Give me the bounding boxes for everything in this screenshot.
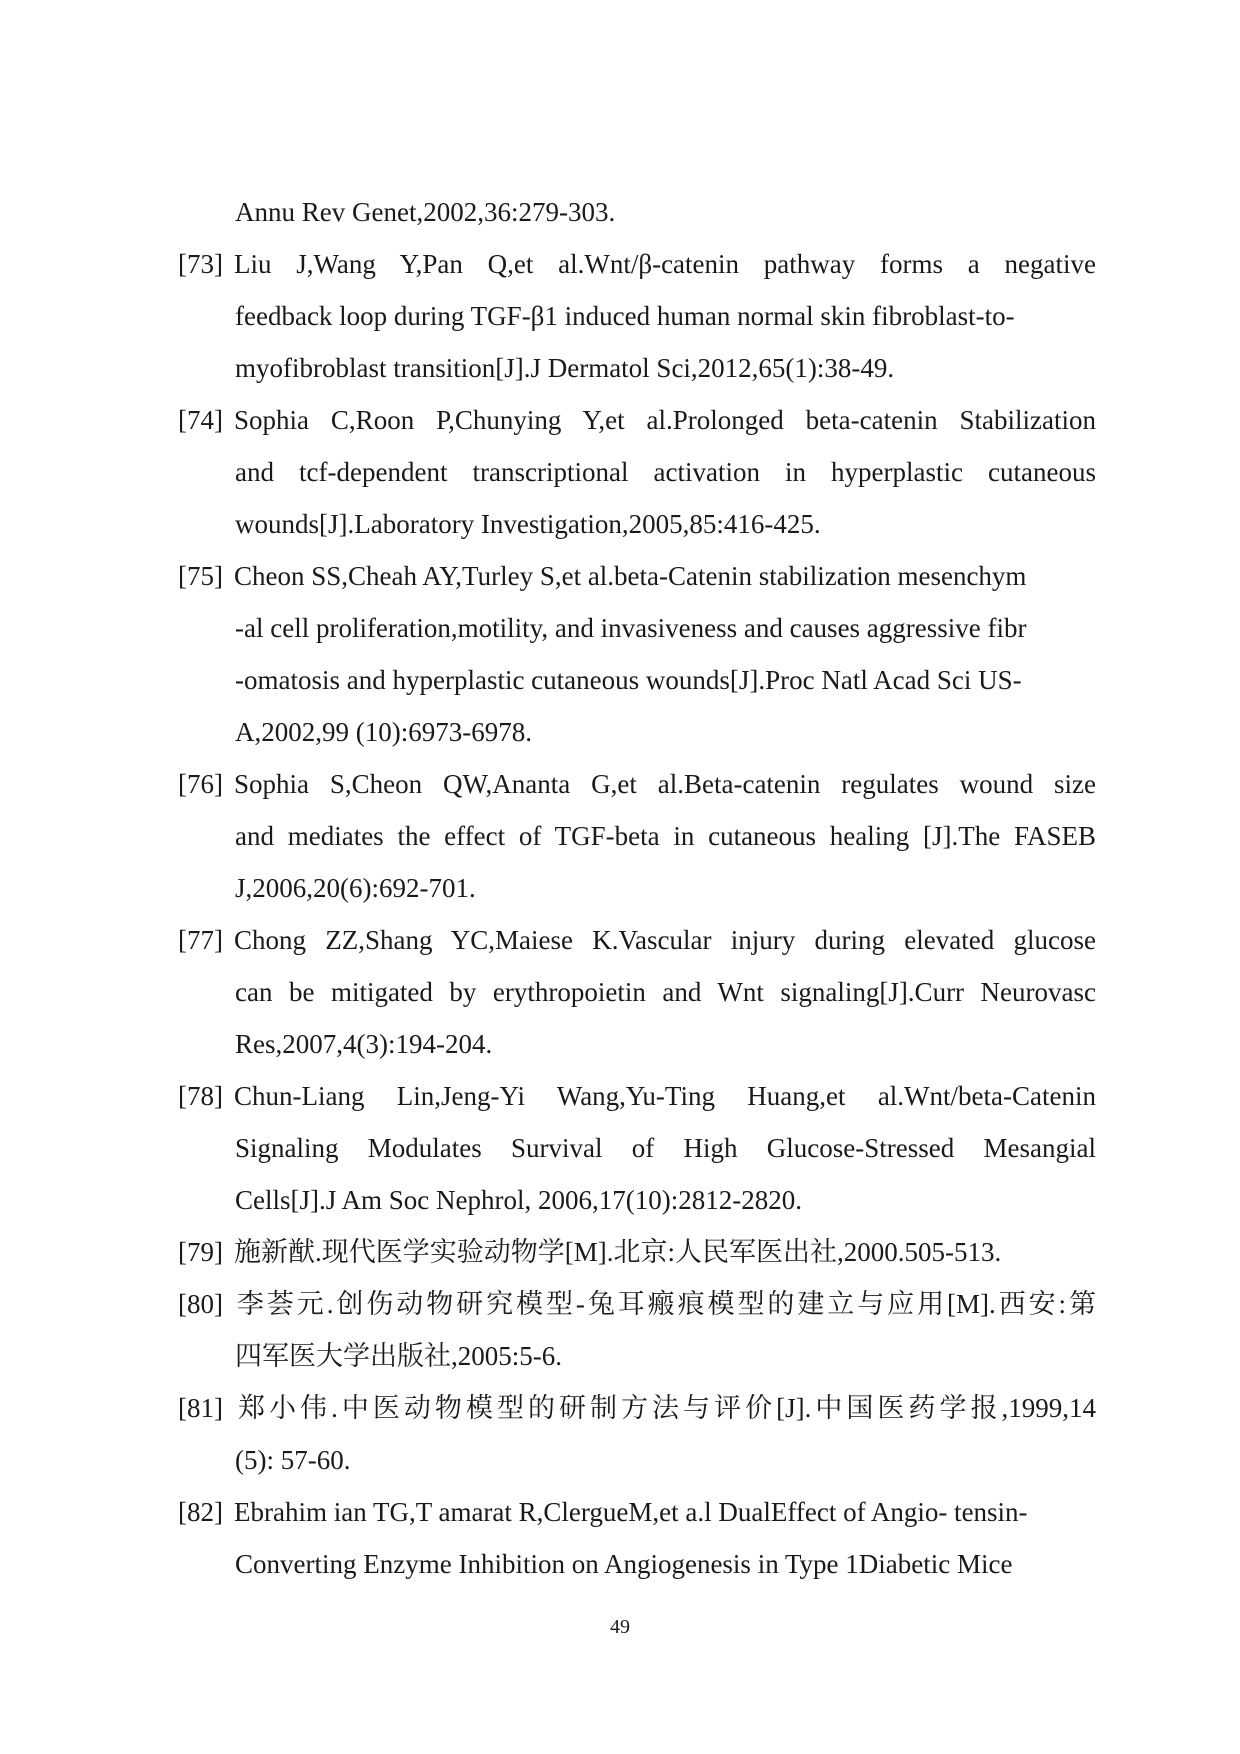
- reference-line: (5): 57-60.: [235, 1445, 351, 1475]
- reference-line: Res,2007,4(3):194-204.: [235, 1029, 493, 1059]
- reference-line: -omatosis and hyperplastic cutaneous wounds[J].Proc Natl Acad Sci US-: [235, 665, 1022, 695]
- reference-number: [73]: [178, 249, 223, 279]
- reference-list: [178, 186, 1096, 1590]
- reference-line: -al cell proliferation,motility, and invasiveness and causes aggressive fibr: [235, 613, 1027, 643]
- reference-number: [77]: [178, 925, 223, 955]
- reference-line: [178, 758, 1096, 810]
- reference-text: Chong ZZ,Shang YC,Maiese K.Vascular injury during elevated glucose: [234, 925, 1096, 955]
- reference-line: Converting Enzyme Inhibition on Angiogenesis in Type 1Diabetic Mice: [235, 1549, 1013, 1579]
- reference-line: [178, 550, 1096, 602]
- reference-text: Sophia S,Cheon QW,Ananta G,et al.Beta-catenin regulates wound size: [234, 769, 1096, 799]
- reference-line: wounds[J].Laboratory Investigation,2005,85:416-425.: [235, 509, 821, 539]
- reference-number: [81]: [178, 1393, 223, 1423]
- reference-text: 施新猷.现代医学实验动物学[M].北京:人民军医出社,2000.505-513.: [234, 1237, 1002, 1267]
- reference-line: [178, 238, 1096, 290]
- reference-line: [178, 1486, 1096, 1538]
- reference-line: [178, 1070, 1096, 1122]
- reference-line: Signaling Modulates Survival of High Glucose-Stressed Mesangial: [235, 1133, 1096, 1163]
- reference-text: Cheon SS,Cheah AY,Turley S,et al.beta-Catenin stabilization mesenchym: [234, 561, 1027, 591]
- reference-line: [178, 1278, 1096, 1330]
- reference-line: myofibroblast transition[J].J Dermatol Sci,2012,65(1):38-49.: [235, 353, 895, 383]
- reference-line: 四军医大学出版社,2005:5-6.: [235, 1341, 562, 1371]
- reference-line: and mediates the effect of TGF-beta in cutaneous healing [J].The FASEB: [235, 821, 1096, 851]
- reference-text: Ebrahim ian TG,T amarat R,ClergueM,et a.l DualEffect of Angio- tensin-: [234, 1497, 1028, 1527]
- reference-line: [178, 1382, 1096, 1434]
- reference-line: can be mitigated by erythropoietin and Wnt signaling[J].Curr Neurovasc: [235, 977, 1096, 1007]
- reference-number: [78]: [178, 1081, 223, 1111]
- reference-line: feedback loop during TGF-β1 induced human normal skin fibroblast-to-: [235, 301, 1015, 331]
- reference-number: [79]: [178, 1237, 223, 1267]
- reference-line: [178, 1226, 1096, 1278]
- reference-text: 郑小伟.中医动物模型的研制方法与评价[J].中国医药学报,1999,14: [234, 1393, 1096, 1423]
- reference-text: Liu J,Wang Y,Pan Q,et al.Wnt/β-catenin pathway forms a negative: [234, 249, 1096, 279]
- reference-line: Annu Rev Genet,2002,36:279-303.: [235, 197, 616, 227]
- reference-text: 李荟元.创伤动物研究模型-兔耳瘢痕模型的建立与应用[M].西安:第: [234, 1289, 1096, 1319]
- reference-line: [178, 394, 1096, 446]
- reference-number: [75]: [178, 561, 223, 591]
- reference-line: Cells[J].J Am Soc Nephrol, 2006,17(10):2812-2820.: [235, 1185, 802, 1215]
- reference-line: [178, 914, 1096, 966]
- reference-line: and tcf-dependent transcriptional activation in hyperplastic cutaneous: [235, 457, 1096, 487]
- page-number: 49: [610, 1616, 630, 1638]
- reference-number: [74]: [178, 405, 223, 435]
- reference-text: Sophia C,Roon P,Chunying Y,et al.Prolonged beta-catenin Stabilization: [234, 405, 1096, 435]
- reference-line: A,2002,99 (10):6973-6978.: [235, 717, 532, 747]
- reference-number: [80]: [178, 1289, 223, 1319]
- reference-number: [76]: [178, 769, 223, 799]
- reference-line: J,2006,20(6):692-701.: [235, 873, 476, 903]
- reference-number: [82]: [178, 1497, 223, 1527]
- reference-text: Chun-Liang Lin,Jeng-Yi Wang,Yu-Ting Huang,et al.Wnt/beta-Catenin: [234, 1081, 1096, 1111]
